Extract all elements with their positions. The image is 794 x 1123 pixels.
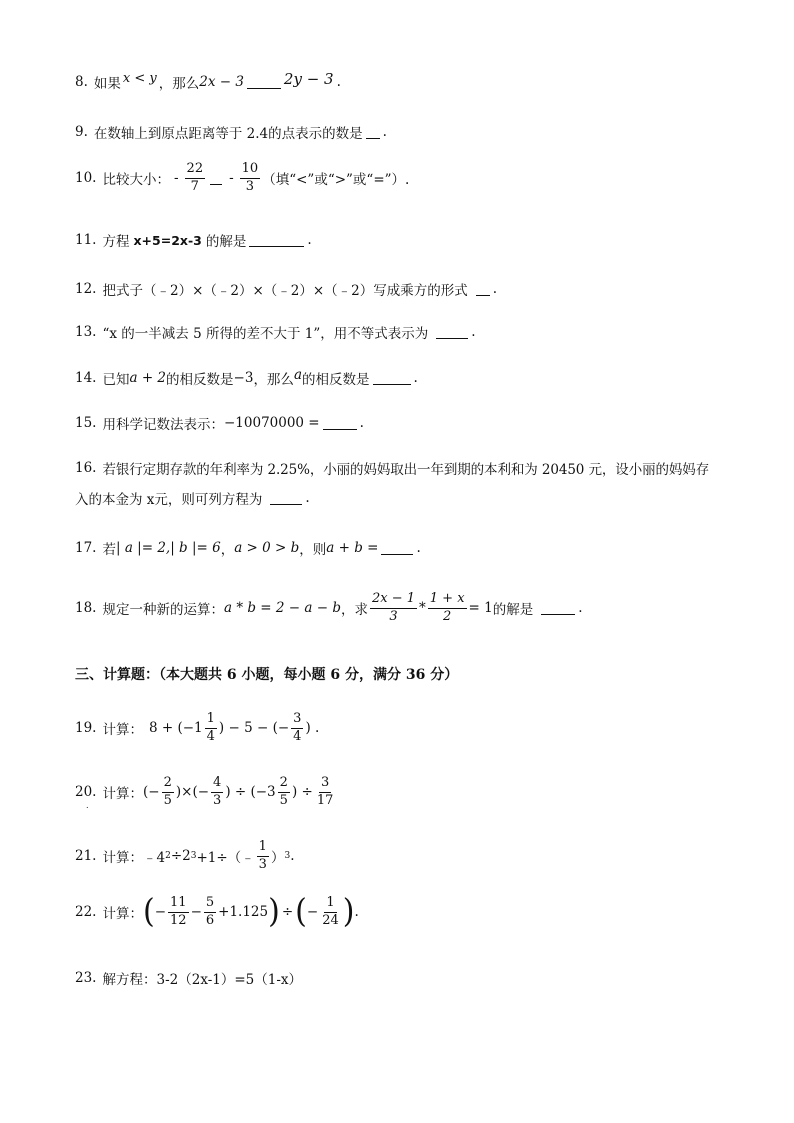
right-paren: ) — [342, 892, 355, 932]
right-paren: ) — [268, 892, 280, 932]
fraction: $\frac{3}{17}$ — [316, 775, 334, 808]
question-number: 11. — [75, 232, 97, 248]
math-expression: )×(− — [175, 784, 210, 801]
question-text: 在数轴上到原点距离等于 2.4的点表示的数是 — [93, 126, 363, 142]
question-23 — [75, 968, 754, 988]
math-expression: +1.125 — [218, 904, 269, 921]
exponent: 3 — [284, 851, 291, 862]
fraction: $\frac{1}{3}$ — [258, 839, 267, 872]
math-expression: x+5=2x-3 — [133, 232, 202, 248]
fraction: $\frac{2x - 1}{3}$ — [371, 591, 416, 624]
question-text: . — [354, 904, 359, 921]
math-expression: ） — [270, 850, 285, 867]
question-text: ， — [220, 542, 235, 558]
math-expression: a + 2 — [129, 370, 167, 386]
question-text: 的相反数是 — [302, 372, 370, 388]
math-expression: a — [293, 367, 302, 383]
question-text: 比较大小： — [102, 172, 170, 189]
answer-blank[interactable] — [366, 126, 380, 139]
question-number: 19. — [75, 720, 97, 737]
left-paren: ( — [142, 892, 155, 932]
math-expression: 计算：﹣4 — [102, 850, 166, 867]
fraction: $\frac{2}{5}$ — [279, 775, 288, 808]
question-text: . — [492, 281, 498, 297]
question-text: . — [305, 490, 310, 506]
fraction: $\frac{1}{24}$ — [322, 895, 339, 928]
math-expression: ) . — [305, 720, 320, 737]
question-number: 23. — [75, 970, 97, 986]
exponent: 2 — [165, 851, 171, 862]
question-hint: （填“<”或“>”或“=”）. — [262, 172, 410, 189]
question-text: . — [413, 370, 418, 386]
question-18 — [75, 592, 754, 625]
math-expression: −3 — [233, 370, 254, 386]
question-text: 的解是 — [205, 234, 247, 250]
question-text: 若银行定期存款的年利率为 2.25%，小丽的妈妈取出一年到期的本利和为 20450 元，设小丽的妈妈存 — [102, 462, 710, 478]
question-21 — [75, 840, 754, 873]
answer-blank[interactable] — [323, 417, 357, 430]
math-expression: = 1 — [468, 600, 493, 617]
question-text: 解方程：3-2（2x-1）=5（1-x） — [102, 972, 303, 988]
answer-blank[interactable] — [270, 492, 302, 505]
question-19 — [75, 712, 754, 745]
question-8 — [75, 72, 754, 92]
question-text: . — [359, 415, 364, 431]
question-text: 的解是 — [492, 602, 534, 619]
math-expression: | a |= 2,| b |= 6 — [115, 540, 221, 556]
fraction: $\frac{10}{3}$ — [241, 161, 259, 194]
question-text: ，求 — [340, 602, 368, 619]
math-expression: 8 + (−1 — [148, 720, 203, 737]
question-text: 把式子（﹣2）×（﹣2）×（﹣2）×（﹣2）写成乘方的形式 — [102, 283, 468, 299]
question-number: 15. — [75, 415, 97, 431]
fraction: $\frac{1}{4}$ — [206, 711, 215, 744]
question-text: ，那么 — [158, 76, 200, 92]
answer-blank[interactable] — [249, 234, 304, 247]
question-number: 14. — [75, 370, 97, 386]
answer-blank[interactable] — [436, 326, 468, 339]
operator: ÷ — [281, 904, 294, 921]
math-expression: a + b = — [326, 540, 379, 556]
question-13 — [75, 322, 754, 342]
answer-blank[interactable] — [247, 76, 281, 89]
question-22: 22. 计算： ( − $\frac{11}{12}$ − $\frac{5}{6}$ +1.125 ) ÷ ( − $\frac{1}{24}$ ) . — [75, 892, 359, 932]
fraction: $\frac{3}{4}$ — [293, 711, 302, 744]
minus-sign: - — [229, 170, 234, 187]
question-16 — [75, 458, 754, 478]
fraction: $\frac{1 + x}{2}$ — [429, 591, 465, 624]
answer-blank[interactable] — [541, 602, 575, 615]
fraction: $\frac{4}{3}$ — [213, 775, 222, 808]
question-9 — [75, 122, 754, 142]
math-expression: a * b = 2 − a − b — [223, 600, 341, 617]
question-number: 18. — [75, 600, 97, 617]
operator: * — [419, 600, 426, 617]
question-number: 9. — [75, 124, 88, 140]
question-text: . — [382, 124, 387, 140]
question-text: . — [307, 232, 312, 248]
answer-blank[interactable] — [476, 283, 490, 296]
answer-blank[interactable] — [210, 172, 222, 185]
math-expression: ) ÷ (−3 — [225, 784, 276, 801]
question-text: . — [336, 74, 341, 90]
question-text: “x 的一半减去 5 所得的差不大于 1”，用不等式表示为 — [102, 326, 429, 342]
math-expression: (− — [142, 784, 160, 801]
question-number: 22. — [75, 904, 97, 921]
question-number: 16. — [75, 460, 97, 476]
question-number: 8. — [75, 74, 88, 90]
question-text: 用科学记数法表示： — [102, 417, 224, 433]
left-paren: ( — [295, 892, 307, 932]
question-12 — [75, 279, 754, 299]
stray-dot: . — [86, 801, 89, 810]
math-expression: ) ÷ — [291, 784, 313, 801]
question-number: 17. — [75, 540, 97, 556]
question-text: 规定一种新的运算： — [102, 602, 224, 619]
minus-sign: - — [173, 170, 179, 187]
math-expression: +1÷（﹣ — [196, 850, 255, 867]
question-14 — [75, 368, 754, 388]
question-text: . — [471, 324, 476, 340]
question-text: . — [290, 848, 295, 865]
question-text: 计算： — [102, 722, 143, 739]
question-text: ，那么 — [253, 372, 294, 388]
question-text: ，则 — [299, 542, 327, 558]
question-number: 13. — [75, 324, 97, 340]
fraction: $\frac{5}{6}$ — [205, 895, 215, 928]
question-number: 20. — [75, 784, 97, 801]
fraction: $\frac{2}{5}$ — [163, 775, 172, 808]
question-number: 10. — [75, 170, 97, 187]
question-text: 计算： — [102, 906, 143, 923]
question-text: 计算： — [102, 786, 143, 803]
question-text: 方程 — [102, 234, 130, 250]
question-text: . — [416, 540, 421, 556]
question-text: 入的本金为 x元，则可列方程为 — [75, 492, 263, 508]
math-expression: ) − 5 − (− — [218, 720, 290, 737]
question-number: 21. — [75, 848, 97, 865]
question-text: 若 — [102, 542, 116, 558]
math-expression: a > 0 > b — [234, 540, 300, 556]
question-number: 12. — [75, 281, 97, 297]
math-expression: 2x − 3 — [199, 74, 244, 90]
math-expression: ÷2 — [170, 848, 191, 865]
question-text: 的相反数是 — [166, 372, 234, 388]
math-expression: 2y − 3 — [283, 70, 334, 88]
exponent: 3 — [190, 851, 197, 862]
question-17 — [75, 538, 754, 558]
fraction: $\frac{11}{12}$ — [170, 895, 187, 928]
answer-blank[interactable] — [373, 372, 411, 385]
math-expression: −10070000 = — [223, 415, 320, 431]
question-16-continued — [75, 488, 754, 508]
fraction: $\frac{22}{7}$ — [186, 161, 204, 194]
question-20 — [75, 776, 754, 809]
question-text: . — [578, 600, 583, 617]
answer-blank[interactable] — [381, 542, 413, 555]
math-expression: x < y — [122, 70, 157, 86]
section-title: 三、计算题：（本大题共 6 小题，每小题 6 分，满分 36 分） — [75, 667, 459, 683]
question-11 — [75, 230, 754, 250]
question-10 — [75, 162, 754, 195]
question-text: 如果 — [93, 76, 121, 92]
question-15 — [75, 413, 754, 433]
question-text: 已知 — [102, 372, 130, 388]
